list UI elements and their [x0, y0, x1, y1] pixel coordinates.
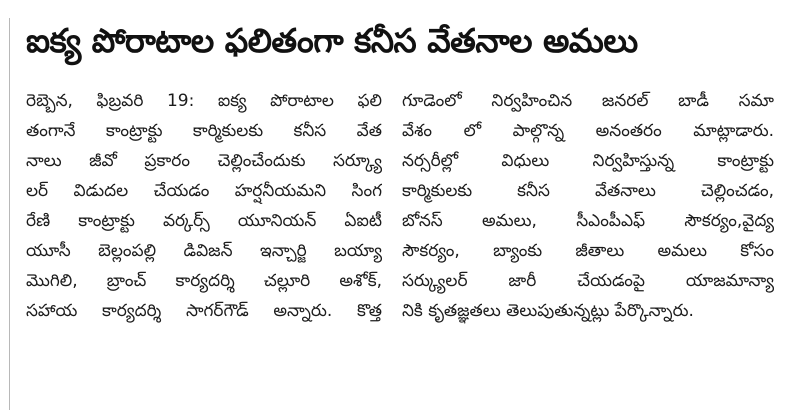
text-line: యూసీ బెల్లంపల్లి డివిజన్ ఇన్చార్జి బయ్యా [26, 241, 382, 261]
text-line: మొగిలి, బ్రాంచ్ కార్యదర్శి చల్లూరి అశోక్, [26, 271, 382, 291]
text-line: బోనస్ అమలు, సీఎంపీఎఫ్ సౌకర్యం,వైద్య [402, 211, 774, 231]
text-line: సౌకర్యం, బ్యాంకు జీతాలు అమలు కోసం [402, 241, 774, 261]
text-line: లర్ విడుదల చేయడం హర్షనీయమని సింగ [26, 181, 382, 201]
text-line: వేశం లో పాల్గొన్న అనంతరం మాట్లాడారు. [402, 121, 774, 141]
article-headline: ఐక్య పోరాటాల ఫలితంగా కనీస వేతనాల అమలు [26, 21, 638, 60]
text-line: తంగానే కాంట్రాక్టు కార్మికులకు కనీస వేత [26, 121, 382, 141]
text-line: సహాయ కార్యదర్శి సాగర్‌గౌడ్ అన్నారు. కొత్త [26, 301, 382, 321]
text-line: నికి కృతజ్ఞతలు తెలుపుతున్నట్లు పేర్కొన్నారు. [402, 301, 694, 321]
text-line: గూడెంలో నిర్వహించిన జనరల్ బాడీ సమా [402, 91, 774, 111]
text-line: నాలు జీవో ప్రకారం చెల్లించేందుకు సర్క్యూ [26, 151, 382, 171]
text-line: నర్సరీల్లో విధులు నిర్వహిస్తున్న కాంట్రాక్టు [402, 151, 774, 171]
text-line: రెబ్బెన, ఫిబ్రవరి 19: ఐక్య పోరాటాల ఫలి [26, 91, 382, 111]
text-line: రేణి కాంట్రాక్టు వర్కర్స్ యూనియన్ ఏఐటీ [26, 211, 382, 231]
article-column-left [26, 86, 382, 326]
article-column-right [402, 86, 774, 326]
text-line: సర్క్యులర్ జారీ చేయడంపై యాజమాన్యా [402, 271, 774, 291]
column-rule [9, 18, 10, 410]
text-line: కార్మికులకు కనీస వేతనాలు చెల్లించడం, [402, 181, 774, 201]
